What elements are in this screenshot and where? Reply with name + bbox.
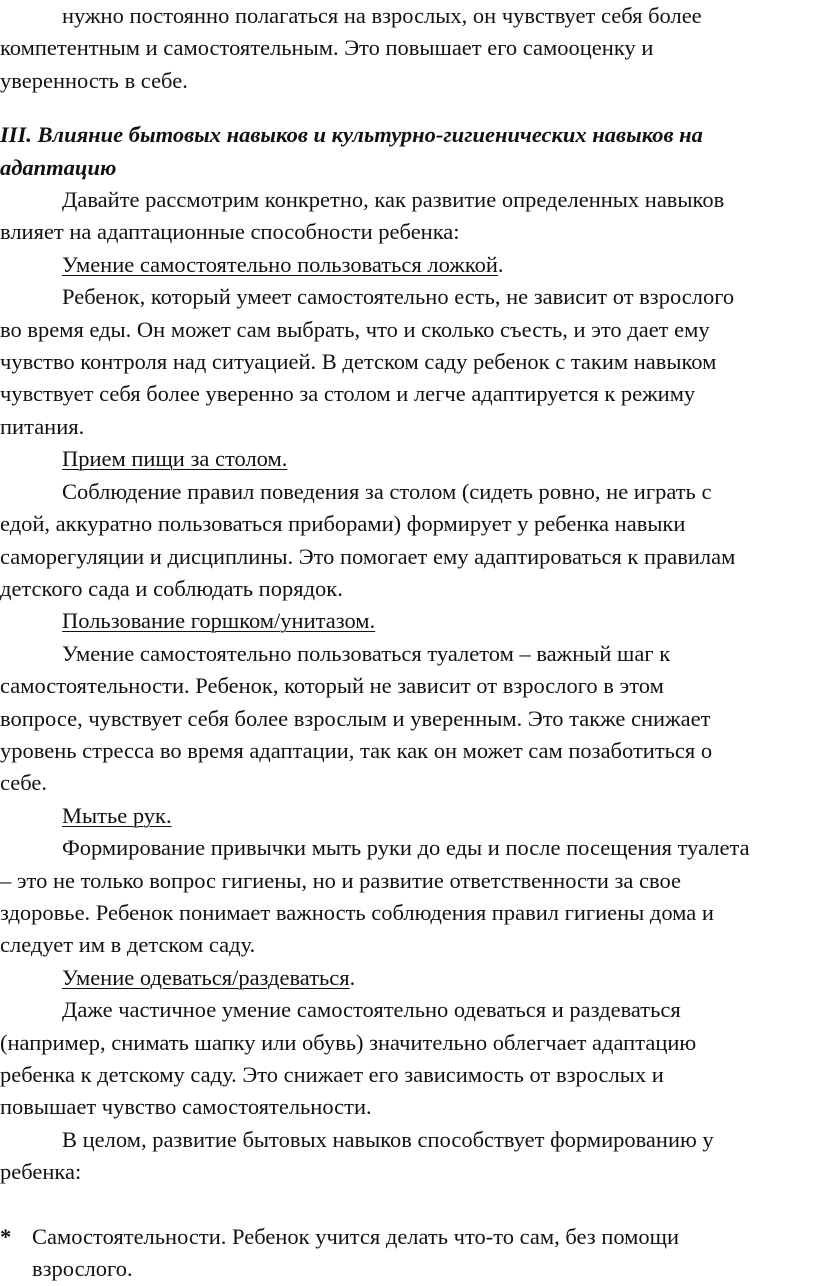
text-line: – это не только вопрос гигиены, но и развитие ответственности за свое — [0, 867, 681, 893]
skill-block-toilet — [0, 605, 816, 799]
text-line: (например, снимать шапку или обувь) значительно облегчает адаптацию — [0, 1029, 697, 1055]
text-line: нужно постоянно полагаться на взрослых, он чувствует себя более — [62, 3, 702, 28]
skill-block-table-manners — [0, 443, 816, 605]
text-line: питания. — [0, 413, 85, 439]
text-line: следует им в детском саду. — [0, 932, 256, 958]
skill-title-text: Пользование горшком/унитазом. — [62, 608, 376, 634]
text-line: чувствует себя более уверенно за столом и легче адаптируется к режиму — [0, 381, 696, 407]
text-line: детского сада и соблюдать порядок. — [0, 575, 343, 601]
text-line: взрослого. — [32, 1256, 133, 1282]
text-line: Формирование привычки мыть руки до еды и после посещения туалета — [62, 835, 750, 861]
skill-title — [0, 443, 816, 475]
text-line: едой, аккуратно пользоваться приборами) формирует у ребенка навыки — [0, 511, 686, 537]
text-line: чувство контроля над ситуацией. В детском саду ребенок с таким навыком — [0, 349, 717, 375]
skill-title — [0, 962, 816, 994]
spacer — [0, 97, 816, 119]
bullet-item — [0, 1221, 816, 1286]
text-line: себе. — [0, 770, 48, 796]
text-line: ребенка: — [0, 1159, 82, 1185]
skill-title — [0, 249, 816, 281]
text-line: повышает чувство самостоятельности. — [0, 1094, 372, 1120]
skill-title-suffix: . — [349, 964, 356, 990]
spacer — [0, 1189, 816, 1221]
skill-block-handwashing — [0, 800, 816, 962]
skill-title-text: Мытье рук. — [62, 802, 172, 828]
text-line: самостоятельности. Ребенок, который не зависит от взрослого в этом — [0, 673, 664, 699]
lead-paragraph — [0, 184, 816, 249]
bullet-list — [0, 1221, 816, 1286]
intro-paragraph — [0, 0, 816, 97]
text-line: влияет на адаптационные способности ребенка: — [0, 219, 460, 245]
text-line: здоровье. Ребенок понимает важность соблюдения правил гигиены дома и — [0, 899, 714, 925]
heading-line: адаптацию — [0, 154, 117, 180]
text-line: В целом, развитие бытовых навыков способствует формированию у — [62, 1126, 714, 1152]
skill-title-suffix: . — [497, 251, 504, 277]
skill-title — [0, 800, 816, 832]
text-line: вопросе, чувствует себя более взрослым и уверенным. Это также снижает — [0, 705, 711, 731]
text-line: Соблюдение правил поведения за столом (сидеть ровно, не играть с — [62, 478, 712, 504]
skill-title-text: Прием пищи за столом. — [62, 446, 288, 472]
skill-title-text: Умение одеваться/раздеваться — [62, 964, 350, 990]
text-line: Даже частичное умение самостоятельно одеваться и раздеваться — [62, 997, 681, 1023]
heading-line: III. Влияние бытовых навыков и культурно-гигиенических навыков на — [0, 122, 703, 148]
text-line: во время еды. Он может сам выбрать, что и сколько съесть, и это дает ему — [0, 316, 710, 342]
asterisk-bullet-icon: * — [0, 1224, 12, 1250]
summary-paragraph — [0, 1124, 816, 1189]
text-line: уверенность в себе. — [0, 67, 188, 93]
text-line: Ребенок, который умеет самостоятельно есть, не зависит от взрослого — [62, 284, 735, 310]
text-line: компетентным и самостоятельным. Это повышает его самооценку и — [0, 35, 654, 61]
text-line: ребенка к детскому саду. Это снижает его зависимость от взрослых и — [0, 1062, 664, 1087]
text-line: Самостоятельности. Ребенок учится делать что-то сам, без помощи — [32, 1224, 680, 1250]
skill-title-text: Умение самостоятельно пользоваться ложкой — [62, 251, 498, 277]
text-line: Давайте рассмотрим конкретно, как развитие определенных навыков — [62, 187, 725, 213]
skill-block-dressing — [0, 962, 816, 1124]
skill-title — [0, 605, 816, 637]
text-line: саморегуляции и дисциплины. Это помогает ему адаптироваться к правилам — [0, 543, 736, 569]
skill-block-spoon — [0, 249, 816, 443]
text-line: Умение самостоятельно пользоваться туалетом – важный шаг к — [62, 640, 671, 666]
text-line: уровень стресса во время адаптации, так как он может сам позаботиться о — [0, 737, 713, 763]
section-heading — [0, 119, 816, 184]
